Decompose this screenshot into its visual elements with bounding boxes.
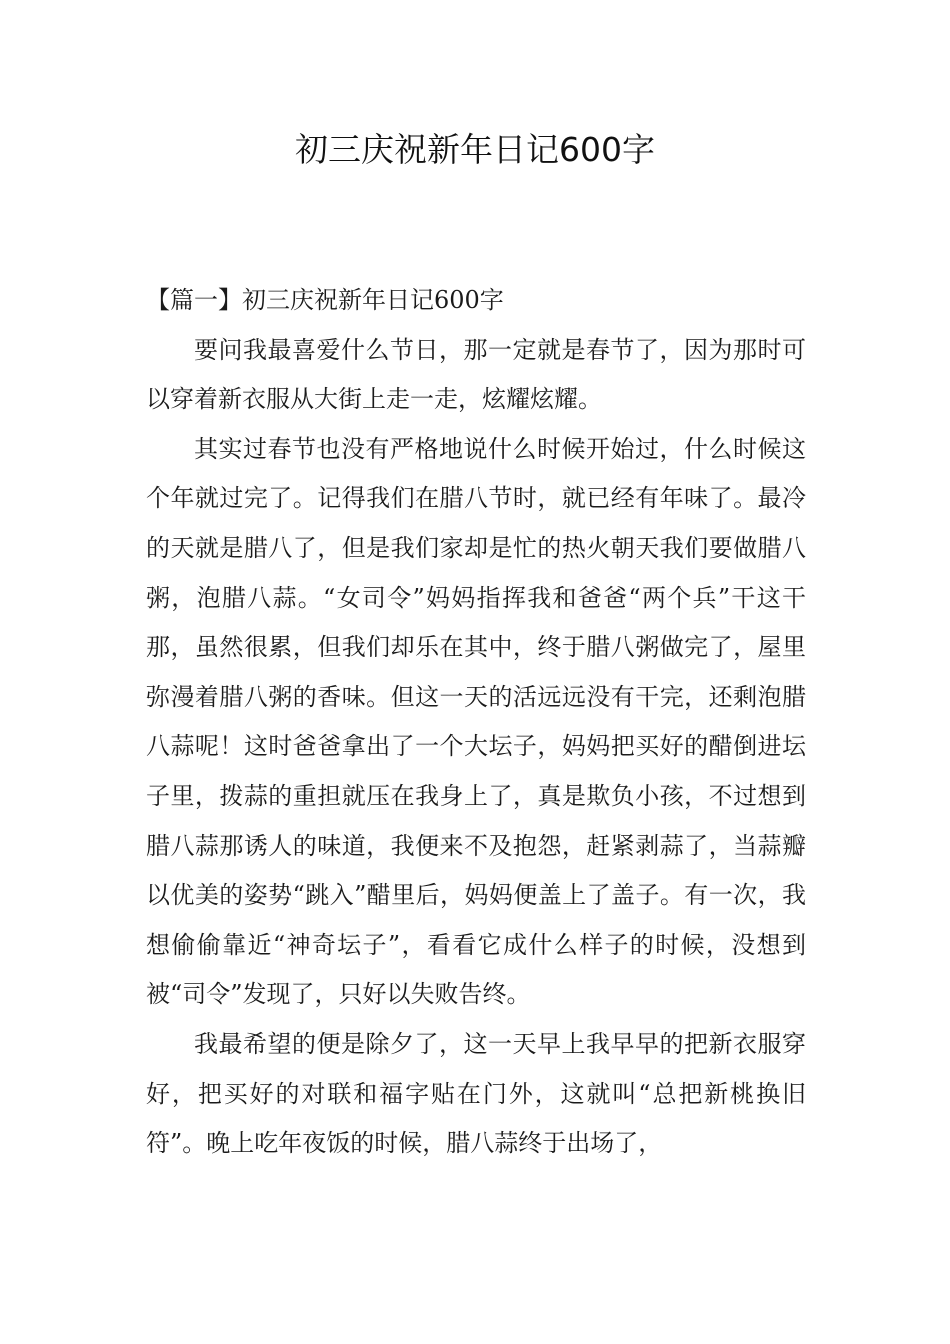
paragraph-1: 要问我最喜爱什么节日，那一定就是春节了，因为那时可以穿着新衣服从大街上走一走，炫耀炫耀。 [146, 335, 806, 414]
paragraph-3: 我最希望的便是除夕了，这一天早上我早早的把新衣服穿好，把买好的对联和福字贴在门外，这就叫“总把新桃换旧符”。晚上吃年夜饭的时候，腊八蒜终于出场了， [146, 1029, 806, 1158]
document-body [146, 276, 806, 1169]
paragraph-2: 其实过春节也没有严格地说什么时候开始过，什么时候这个年就过完了。记得我们在腊八节时，就已经有年味了。最冷的天就是腊八了，但是我们家却是忙的热火朝天我们要做腊八粥，泡腊八蒜。“女司令”妈妈指挥我和爸爸“两个兵”干这干那，虽然很累，但我们却乐在其中，终于腊八粥做完了，屋里弥漫着腊八粥的香味。但这一天的活远远没有干完，还剩泡腊八蒜呢！这时爸爸拿出了一个大坛子，妈妈把买好的醋倒进坛子里，拨蒜的重担就压在我身上了，真是欺负小孩，不过想到腊八蒜那诱人的味道，我便来不及抱怨，赶紧剥蒜了，当蒜瓣以优美的姿势“跳入”醋里后，妈妈便盖上了盖子。有一次，我想偷偷靠近“神奇坛子”，看看它成什么样子的时候，没想到被“司令”发现了，只好以失败告终。 [146, 434, 806, 1009]
section-heading: 【篇一】初三庆祝新年日记600字 [146, 286, 504, 314]
document-title: 初三庆祝新年日记600字 [295, 130, 655, 169]
